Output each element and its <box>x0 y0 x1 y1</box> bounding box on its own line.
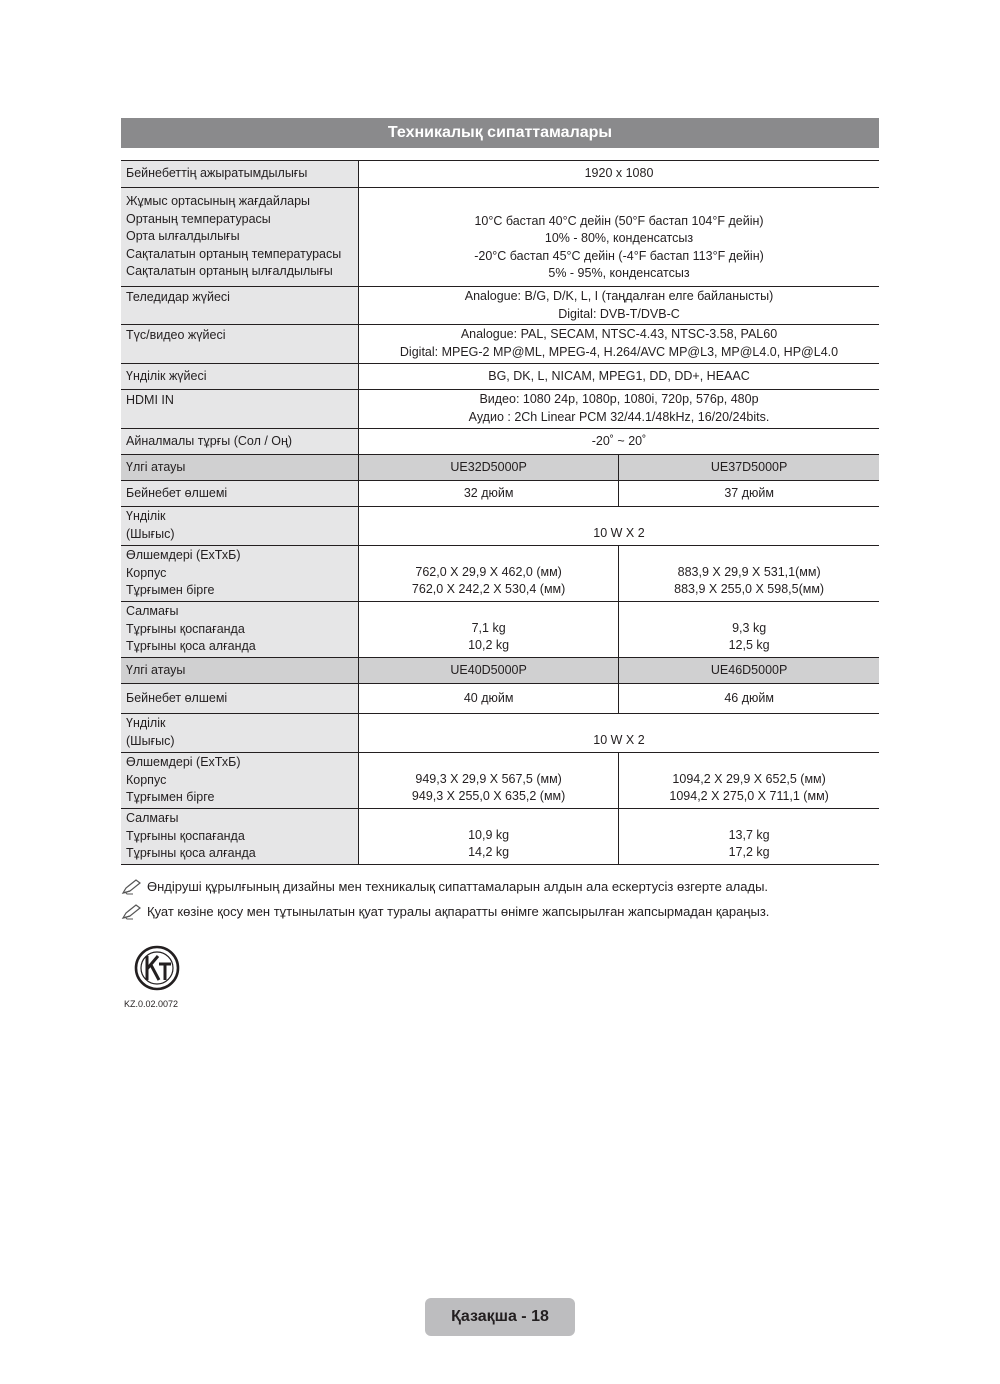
table-row <box>121 507 879 546</box>
kz-certification-logo <box>133 944 181 992</box>
table-row <box>121 481 879 507</box>
row-label: Үндiлiк жүйесi <box>121 364 359 390</box>
row-value: -20˚ ~ 20˚ <box>359 429 880 455</box>
row-label: Түс/видео жүйесі <box>121 325 359 364</box>
table-row <box>121 714 879 753</box>
row-label: Бейнебет өлшемі <box>121 684 359 714</box>
model-name: UE40D5000P <box>359 658 619 684</box>
spec-table <box>121 160 879 865</box>
note-pencil-icon <box>121 904 143 920</box>
row-value: 883,9 X 29,9 X 531,1(мм) 883,9 X 255,0 X 598,5(мм) <box>619 546 879 602</box>
table-row <box>121 364 879 390</box>
cert-code: KZ.0.02.0072 <box>124 999 179 1009</box>
table-row <box>121 161 879 188</box>
table-row <box>121 809 879 865</box>
row-label: Үндiлiк (Шығыс) <box>121 714 359 753</box>
table-row <box>121 287 879 325</box>
row-label: Өлшемдері (ЕхТхБ) Корпус Тұрғымен бірге <box>121 546 359 602</box>
row-label: HDMI IN <box>121 390 359 429</box>
model-label: Үлгі атауы <box>121 658 359 684</box>
table-row <box>121 390 879 429</box>
row-label: Теледидар жүйесі <box>121 287 359 325</box>
note-pencil-icon <box>121 879 143 895</box>
row-value: Analogue: PAL, SECAM, NTSC-4.43, NTSC-3.58, PAL60 Digital: MPEG-2 MP@ML, MPEG-4, H.264/AVC MP@L3, MP@L4.0, HP@L4.0 <box>359 325 880 364</box>
notes <box>121 874 891 924</box>
row-label: Өлшемдері (ЕхТхБ) Корпус Тұрғымен бірге <box>121 753 359 809</box>
row-value: 949,3 X 29,9 X 567,5 (мм) 949,3 X 255,0 X 635,2 (мм) <box>359 753 619 809</box>
row-value: 10 W X 2 <box>359 714 880 753</box>
row-value: 10 W X 2 <box>359 507 880 546</box>
row-label: Үндiлiк (Шығыс) <box>121 507 359 546</box>
row-value: 7,1 kg 10,2 kg <box>359 602 619 658</box>
row-value: 762,0 X 29,9 X 462,0 (мм) 762,0 X 242,2 X 530,4 (мм) <box>359 546 619 602</box>
row-value: 1094,2 X 29,9 X 652,5 (мм) 1094,2 X 275,0 X 711,1 (мм) <box>619 753 879 809</box>
table-row <box>121 658 879 684</box>
page-title: Техникалық сипаттамалары <box>121 118 879 148</box>
note-item <box>121 874 891 899</box>
row-label: Жұмыс ортасының жағдайлары Ортаның температурасы Орта ылғалдылығы Сақталатын ортаның температурасы Сақталатын ортаның ылғалдылығы <box>121 188 359 287</box>
row-value: 37 дюйм <box>619 481 879 507</box>
table-row <box>121 429 879 455</box>
table-row <box>121 325 879 364</box>
row-value: BG, DK, L, NICAM, MPEG1, DD, DD+, HEAAC <box>359 364 880 390</box>
table-row <box>121 602 879 658</box>
row-value: 46 дюйм <box>619 684 879 714</box>
model-name: UE46D5000P <box>619 658 879 684</box>
row-value: 10,9 kg 14,2 kg <box>359 809 619 865</box>
table-row <box>121 188 879 287</box>
row-label: Салмағы Тұрғыны қоспағанда Тұрғыны қоса алғанда <box>121 602 359 658</box>
row-value: 10°C бастап 40°C дейін (50°F бастап 104°F дейін) 10% - 80%, конденсатсыз -20°C бастап 45°C дейін (-4°F бастап 113°F дейін) 5% - 95%, конденсатсыз <box>359 188 880 287</box>
row-label: Бейнебеттің ажыратымдылығы <box>121 161 359 188</box>
row-value: 9,3 kg 12,5 kg <box>619 602 879 658</box>
row-label: Бейнебет өлшемі <box>121 481 359 507</box>
row-label: Салмағы Тұрғыны қоспағанда Тұрғыны қоса алғанда <box>121 809 359 865</box>
model-name: UE37D5000P <box>619 455 879 481</box>
row-value: 1920 x 1080 <box>359 161 880 188</box>
note-item <box>121 899 891 924</box>
row-value: Видео: 1080 24p, 1080p, 1080i, 720p, 576p, 480p Аудио : 2Ch Linear PCM 32/44.1/48kHz, 16/20/24bits. <box>359 390 880 429</box>
note-text: Өндіруші құрылғының дизайны мен техникалық сипаттамаларын алдын ала ескертусіз өзгерте алады. <box>147 879 769 894</box>
row-value: Analogue: B/G, D/K, L, I (таңдалған елге байланысты) Digital: DVB-T/DVB-C <box>359 287 880 325</box>
table-row <box>121 684 879 714</box>
row-value: 40 дюйм <box>359 684 619 714</box>
table-row <box>121 546 879 602</box>
note-text: Қуат көзіне қосу мен тұтынылатын қуат туралы ақпаратты өнімге жапсырылған жапсырмадан қараңыз. <box>147 904 770 919</box>
row-label: Айналмалы тұрғы (Сол / Оң) <box>121 429 359 455</box>
table-row <box>121 753 879 809</box>
table-row <box>121 455 879 481</box>
row-value: 32 дюйм <box>359 481 619 507</box>
page-number: Қазақша - 18 <box>425 1298 575 1336</box>
model-name: UE32D5000P <box>359 455 619 481</box>
model-label: Үлгі атауы <box>121 455 359 481</box>
row-value: 13,7 kg 17,2 kg <box>619 809 879 865</box>
